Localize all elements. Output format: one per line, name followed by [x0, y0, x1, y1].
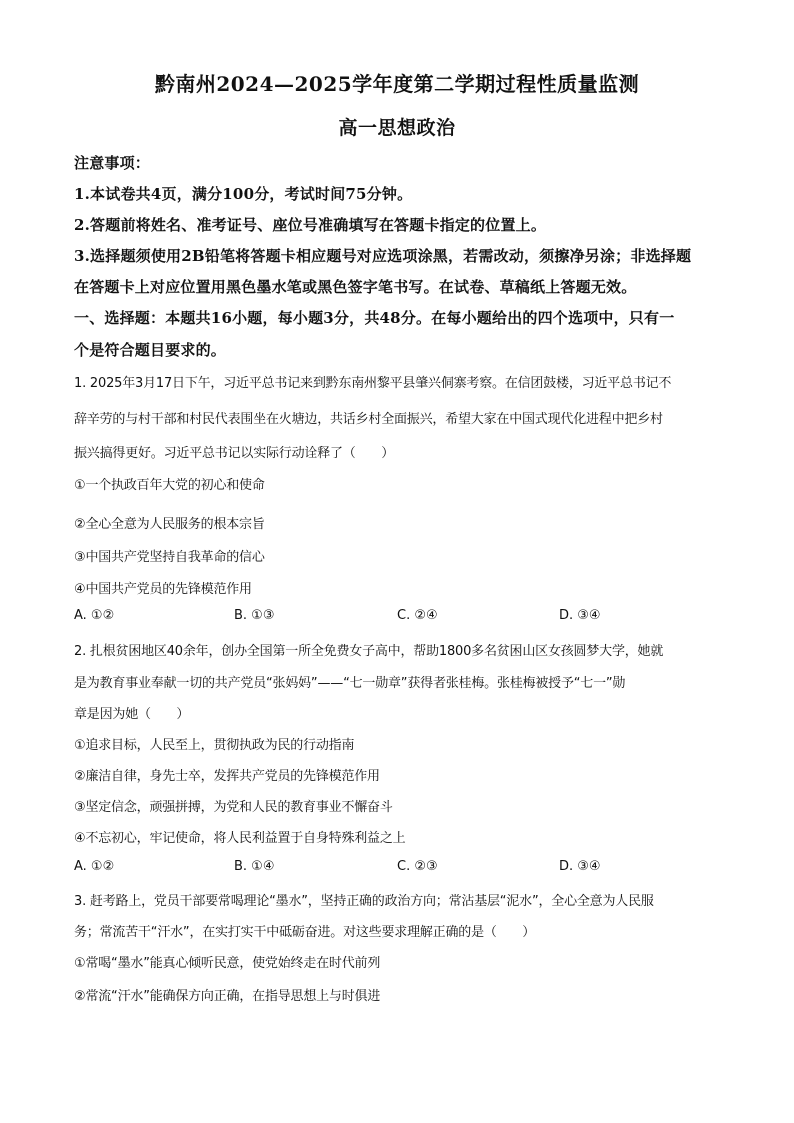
- option-b: B. ①③: [234, 608, 275, 623]
- question-3-statement: ①常喝“墨水”能真心倾听民意，使党始终走在时代前列: [74, 956, 381, 971]
- question-2-statement: ③坚定信念，顽强拼搏，为党和人民的教育事业不懈奋斗: [74, 800, 393, 815]
- question-2-statement: ①追求目标，人民至上，贯彻执政为民的行动指南: [74, 738, 355, 753]
- notice-item: 在答题卡上对应位置用黑色墨水笔或黑色签字笔书写。在试卷、草稿纸上答题无效。: [74, 278, 637, 296]
- question-1-statement: ④中国共产党员的先锋模范作用: [74, 582, 252, 597]
- option-a: A. ①②: [74, 608, 115, 623]
- option-c: C. ②③: [397, 859, 438, 874]
- question-2-stem: 章是因为她（ ）: [74, 707, 190, 722]
- question-1-stem: 1. 2025年3月17日下午，习近平总书记来到黔东南州黎平县肇兴侗寨考察。在信团鼓楼，习近平总书记不: [74, 376, 672, 391]
- option-c: C. ②④: [397, 608, 438, 623]
- question-2-statement: ④不忘初心，牢记使命，将人民利益置于自身特殊利益之上: [74, 831, 406, 846]
- question-3-stem: 务；常流苦干“汗水”，在实打实干中砥砺奋进。对这些要求理解正确的是（ ）: [74, 925, 536, 940]
- question-2-stem: 是为教育事业奉献一切的共产党员“张妈妈”——“七一勋章”获得者张桂梅。张桂梅被授予“七一”勋: [74, 676, 626, 691]
- option-b: B. ①④: [234, 859, 275, 874]
- option-a: A. ①②: [74, 859, 115, 874]
- section-heading: 一、选择题：本题共16小题，每小题3分，共48分。在每小题给出的四个选项中，只有一: [74, 309, 675, 327]
- section-heading: 个是符合题目要求的。: [74, 341, 227, 359]
- question-3-statement: ②常流“汗水”能确保方向正确，在指导思想上与时俱进: [74, 989, 381, 1004]
- question-2-stem: 2. 扎根贫困地区40余年，创办全国第一所全免费女子高中，帮助1800多名贫困山区女孩圆梦大学，她就: [74, 644, 664, 659]
- question-2-options: [74, 859, 694, 879]
- question-1-statement: ②全心全意为人民服务的根本宗旨: [74, 517, 265, 532]
- notice-item: 1.本试卷共4页，满分100分，考试时间75分钟。: [74, 185, 413, 203]
- notice-item: 2.答题前将姓名、准考证号、座位号准确填写在答题卡指定的位置上。: [74, 216, 547, 234]
- option-d: D. ③④: [559, 608, 601, 623]
- question-1-options: [74, 608, 694, 628]
- notice-item: 3.选择题须使用2B铅笔将答题卡相应题号对应选项涂黑，若需改动，须擦净另涂；非选择题: [74, 247, 692, 265]
- exam-title: 黔南州2024—2025学年度第二学期过程性质量监测: [154, 72, 640, 96]
- exam-subject: 高一思想政治: [338, 117, 456, 139]
- question-3-stem: 3. 赶考路上，党员干部要常喝理论“墨水”，坚持正确的政治方向；常沾基层“泥水”，全心全意为人民服: [74, 894, 654, 909]
- option-d: D. ③④: [559, 859, 601, 874]
- question-1-stem: 辞辛劳的与村干部和村民代表围坐在火塘边，共话乡村全面振兴，希望大家在中国式现代化进程中把乡村: [74, 412, 663, 427]
- question-1-statement: ③中国共产党坚持自我革命的信心: [74, 550, 265, 565]
- notice-heading: 注意事项：: [74, 154, 151, 172]
- question-1-stem: 振兴搞得更好。习近平总书记以实际行动诠释了（ ）: [74, 446, 395, 461]
- question-2-statement: ②廉洁自律，身先士卒，发挥共产党员的先锋模范作用: [74, 769, 380, 784]
- question-1-statement: ①一个执政百年大党的初心和使命: [74, 478, 265, 493]
